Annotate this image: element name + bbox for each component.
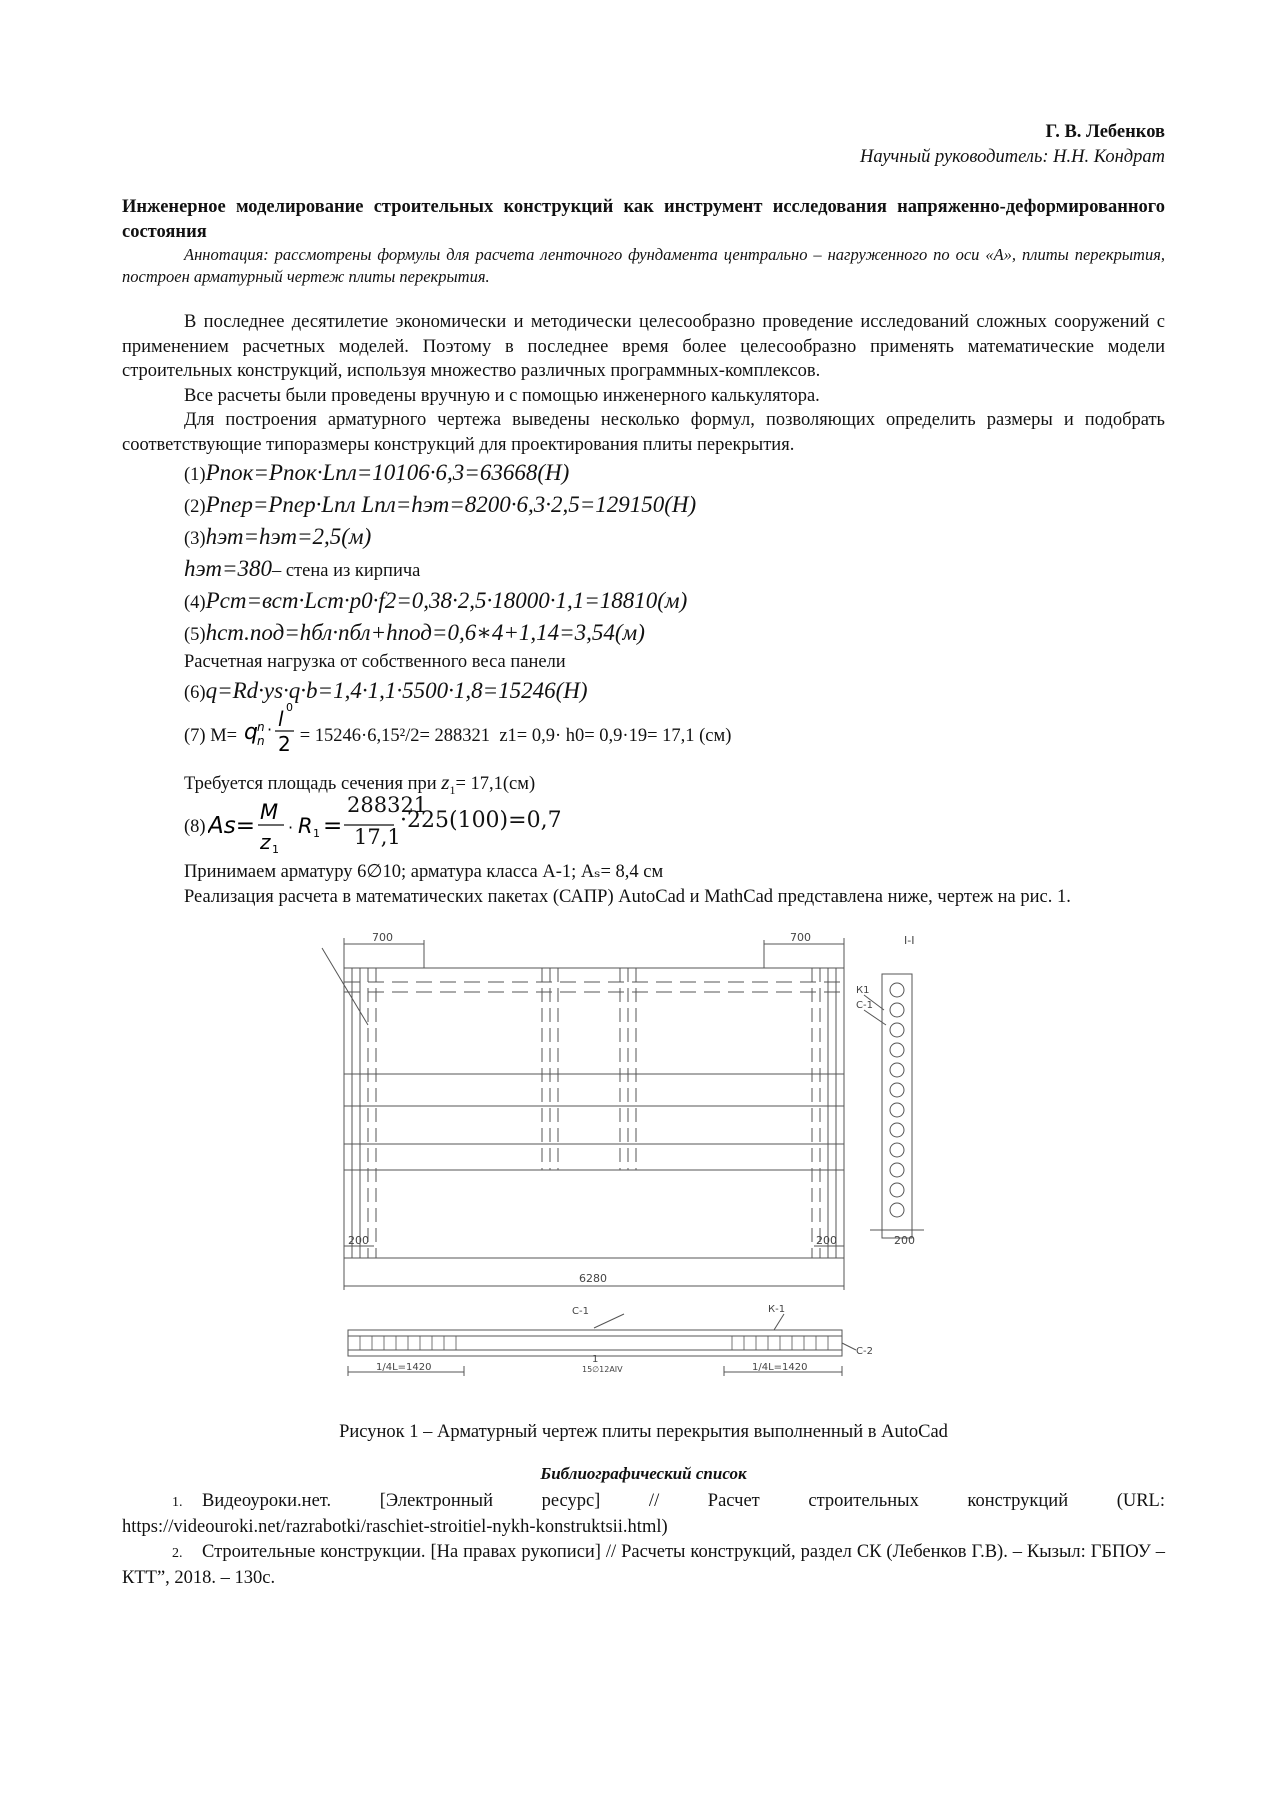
formula-1 [122,457,1165,489]
section-outline [882,974,912,1238]
formula-1-body: Pпок=Pпок·Lпл=10106·6,3=63668(H) [205,460,570,485]
load-text: Расчетная нагрузка от собственного веса панели [184,652,566,672]
formula-3-body: hэт=hэт=2,5(м) [205,524,372,549]
svg-text:z: z [260,830,271,854]
label-c1: С-1 [855,999,873,1011]
figure-caption: Рисунок 1 – Арматурный чертеж плиты перекрытия выполненный в AutoCad [339,1421,948,1442]
dim-700-right: 700 [789,930,811,944]
annotation: Аннотация: рассмотрены формулы для расчета ленточного фундамента центрально – нагруженного по оси «А», плиты перекрытия, построен арматурный чертеж плиты перекрытия. [122,245,1165,286]
rebar-choice: Принимаем арматуру 6∅10; арматура класса А-1; Aₛ= 8,4 см [184,862,664,882]
section-label: I-I [903,933,914,947]
bibliography-item [122,1540,1165,1591]
formula-3-wall-text: – стена из кирпича [271,561,421,581]
realization-paragraph: Реализация расчета в математических пакетах (САПР) AutoCad и MathCad представлена ниже, чертеж на рис. 1. [184,887,1071,907]
formula-5 [122,617,1165,649]
formula-5-label: (5) [184,625,206,645]
paragraph-manual: Все расчеты были проведены вручную и с помощью инженерного калькулятора. [184,385,820,406]
reinforcement-drawing [304,930,984,1400]
formula-7 [122,701,1165,763]
formula-4-label: (4) [184,593,206,613]
formula-8-label: (8) [184,817,206,837]
formula-7-graphic [242,699,300,755]
bibliography-item-text: Строительные конструкции. [На правах рукописи] // Расчеты конструкций, раздел СК (Лебенков Г.В). – Кызыл: ГБПОУ – КТТ”, 2018. – 130с. [122,1541,1165,1588]
svg-text:q: q [243,720,258,745]
label-c1-elevation: С-1 [571,1305,589,1317]
bibliography-item [122,1489,1165,1540]
svg-text:0: 0 [285,701,293,714]
label-c2: С-2 [855,1345,873,1357]
plan-outline [344,968,844,1258]
area-value: = 17,1(см) [455,774,536,794]
bibliography-title: Библиографический список [540,1464,747,1483]
svg-text:As=: As= [208,813,255,839]
author-name: Г. В. Лебенков [1045,122,1165,142]
svg-text:n: n [256,720,265,734]
dim-700-left: 700 [371,930,393,944]
svg-text:M: M [260,800,279,824]
bibliography-item-number: 1. [172,1494,183,1510]
formula-6-label: (6) [184,683,206,703]
formula-7-fraction [242,701,300,755]
formula-3-label: (3) [184,529,206,549]
svg-text:1: 1 [313,827,320,840]
formula-4-body: Pст=вст·Lст·p0·f2=0,38·2,5·18000·1,1=18810(м) [205,588,688,613]
bibliography-item-text: Видеоуроки.нет. [Электронный ресурс] // Расчет строительных конструкций (URL: https://videouroki.net/razrabotki/raschiet-stroitiel-nykh-konstruktsii.html) [122,1490,1165,1537]
article-title: Инженерное моделирование строительных конструкций как инструмент исследования напряженно-деформированного состояния [122,197,1165,242]
advisor-line: Научный руководитель: Н.Н. Кондрат [859,146,1165,167]
paragraph-intro: В последнее десятилетие экономически и методически целесообразно проведение исследований сложных сооружений с применением расчетных моделей. Поэтому в последнее время более целесообразно применять математические модели строительных конструкций, используя множество различных программных-комплексов. [122,312,1165,381]
dim-200-right: 200 [893,1233,915,1247]
svg-text:l: l [277,707,284,731]
label-k1: К1 [855,984,869,996]
formula-7-z: z1= 0,9· h0= 0,9·19= 17,1 (см) [499,726,732,746]
autocad-drawing [304,930,984,1400]
formula-8-tail: ·225(100)=0,7 [400,808,562,833]
elevation-stirrups [360,1336,828,1350]
area-line [122,767,1165,797]
dim-200-left: 200 [347,1233,369,1247]
formula-1-label: (1) [184,465,206,485]
area-z-symbol: $z_1$ [441,770,456,798]
formula-8-denominator: 17,1 [354,825,401,849]
mark-1-spec: 15∅12АIV [581,1364,623,1374]
svg-text:R: R [298,814,313,838]
svg-text:n: n [256,734,265,748]
formula-3-note [122,553,1165,585]
formula-2 [122,489,1165,521]
formula-8-numerator: 288321 [347,793,428,817]
svg-text:·: · [288,818,294,837]
svg-text:1: 1 [272,843,279,855]
quarter-right: 1/4L=1420 [751,1361,807,1373]
dim-200-mid: 200 [815,1233,837,1247]
paragraph-formulas: Для построения арматурного чертежа выведены несколько формул, позволяющих определить размеры и подобрать соответствующие типоразмеры конструкций для проектирования плиты перекрытия. [122,410,1165,455]
label-k1-elevation: К-1 [767,1303,785,1315]
formula-7-result: = 15246·6,15²/2= 288321 [299,726,491,746]
quarter-left: 1/4L=1420 [375,1361,431,1373]
bibliography-item-number: 2. [172,1545,183,1561]
formula-2-body: Pпер=Pпер·Lпл Lпл=hэт=8200·6,3·2,5=129150(H) [205,492,697,517]
section-holes [890,983,904,1217]
formula-2-label: (2) [184,497,206,517]
area-text: Требуется площадь сечения при [184,774,437,794]
svg-text:·: · [266,720,272,739]
dim-6280: 6280 [578,1271,607,1285]
formula-6-body: q=Rd·ys·q·b=1,4·1,1·5500·1,8=15246(H) [205,678,588,703]
formula-3 [122,521,1165,553]
formula-5-body: hст.под=hбл·nбл+hпод=0,6∗4+1,14=3,54(м) [205,620,645,645]
svg-text:=: = [323,813,343,839]
formula-3-wall-height: hэт=380 [184,556,272,581]
formula-4 [122,585,1165,617]
document-page [122,120,1165,1591]
svg-text:2: 2 [277,732,291,755]
mark-1: 1 [591,1353,598,1365]
formula-7-label: (7) M= [184,726,238,746]
bibliography-list [122,1489,1165,1591]
formula-8 [122,793,1165,855]
